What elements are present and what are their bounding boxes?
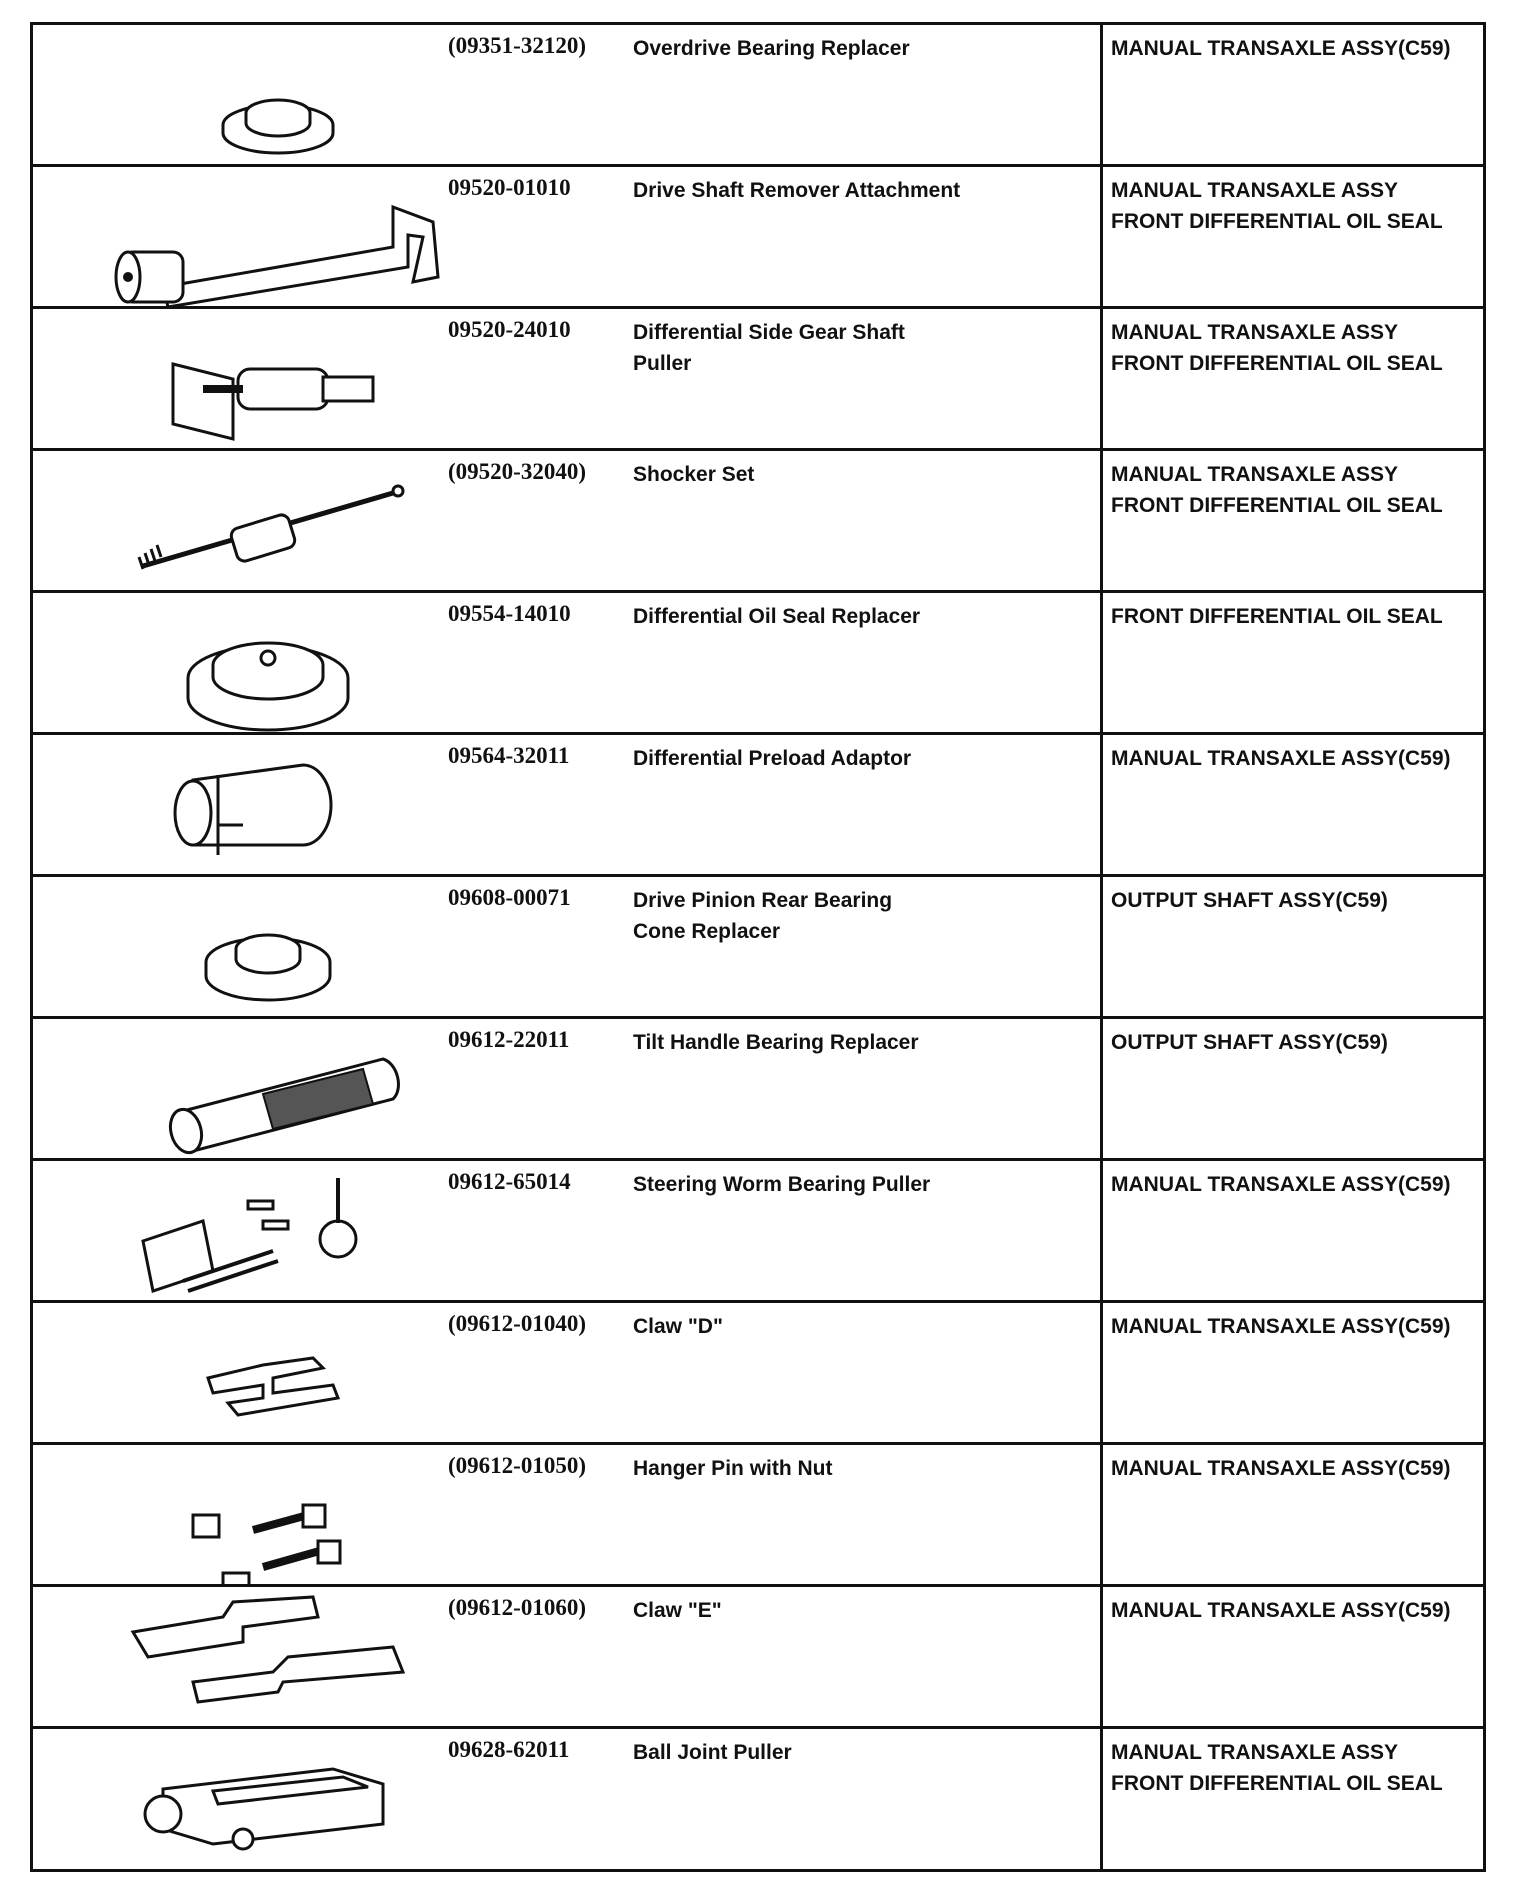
tool-name [633,877,1100,1016]
claw-e-icon [33,1587,448,1726]
tool-name [633,451,1100,590]
part-number: (09612-01040) [448,1311,586,1336]
part-number: (09612-01050) [448,1453,586,1478]
usage [1100,1587,1483,1726]
usage [1100,309,1483,448]
part-number: 09520-01010 [448,175,571,200]
part-number: (09520-32040) [448,459,586,484]
usage-line: MANUAL TRANSAXLE ASSY [1111,321,1399,344]
tool-name-line: Cone Replacer [633,920,781,943]
usage-line: MANUAL TRANSAXLE ASSY(C59) [1111,1173,1451,1196]
usage [1100,167,1483,306]
usage-line: MANUAL TRANSAXLE ASSY [1111,179,1399,202]
bearing-replacer-icon [33,25,448,164]
usage-line: FRONT DIFFERENTIAL OIL SEAL [1111,210,1443,233]
usage-line: MANUAL TRANSAXLE ASSY [1111,463,1399,486]
part-number: 09612-22011 [448,1027,570,1052]
tool-name [633,735,1100,874]
part-number: 09612-65014 [448,1169,571,1194]
remover-attachment-icon [33,167,448,306]
usage-line: MANUAL TRANSAXLE ASSY(C59) [1111,1315,1451,1338]
part-number: 09564-32011 [448,743,570,768]
tool-name-line: Overdrive Bearing Replacer [633,37,910,60]
tool-name-line: Differential Oil Seal Replacer [633,605,921,628]
table-row [33,1587,1483,1729]
usage [1100,877,1483,1016]
table-row [33,593,1483,735]
tool-name [633,1161,1100,1300]
usage [1100,593,1483,732]
tool-name-line: Tilt Handle Bearing Replacer [633,1031,919,1054]
table-row [33,1445,1483,1587]
usage [1100,1161,1483,1300]
oil-seal-replacer-icon [33,593,448,732]
tilt-handle-replacer-icon [33,1019,448,1158]
table-row [33,877,1483,1019]
tool-name [633,1019,1100,1158]
hanger-pin-icon [33,1445,448,1584]
usage-line: FRONT DIFFERENTIAL OIL SEAL [1111,352,1443,375]
table-row [33,451,1483,593]
usage-line: MANUAL TRANSAXLE ASSY(C59) [1111,747,1451,770]
usage-line: MANUAL TRANSAXLE ASSY [1111,1741,1399,1764]
tool-name-line: Claw "E" [633,1599,722,1622]
tool-name-line: Hanger Pin with Nut [633,1457,833,1480]
tool-name-line: Drive Shaft Remover Attachment [633,179,961,202]
tool-name [633,1729,1100,1869]
usage-line: OUTPUT SHAFT ASSY(C59) [1111,889,1388,912]
tool-name [633,1303,1100,1442]
part-number: (09612-01060) [448,1595,586,1620]
usage-line: FRONT DIFFERENTIAL OIL SEAL [1111,494,1443,517]
usage-line: FRONT DIFFERENTIAL OIL SEAL [1111,1772,1443,1795]
shocker-set-icon [33,451,448,590]
part-number: 09520-24010 [448,317,571,342]
tool-name-line: Differential Side Gear Shaft [633,321,905,344]
usage [1100,451,1483,590]
tool-name [633,309,1100,448]
tool-table [30,22,1486,1872]
part-number: 09608-00071 [448,885,571,910]
usage-line: OUTPUT SHAFT ASSY(C59) [1111,1031,1388,1054]
tool-name-line: Drive Pinion Rear Bearing [633,889,893,912]
usage [1100,25,1483,164]
table-row [33,1729,1483,1869]
tool-name-line: Steering Worm Bearing Puller [633,1173,931,1196]
tool-name-line: Ball Joint Puller [633,1741,792,1764]
part-number: 09628-62011 [448,1737,570,1762]
bearing-cone-replacer-icon [33,877,448,1016]
usage [1100,1303,1483,1442]
table-row [33,167,1483,309]
tool-name-line: Differential Preload Adaptor [633,747,912,770]
usage [1100,1019,1483,1158]
ball-joint-puller-icon [33,1729,448,1869]
shaft-puller-icon [33,309,448,448]
usage-line: MANUAL TRANSAXLE ASSY(C59) [1111,1457,1451,1480]
tool-name [633,167,1100,306]
usage [1100,1445,1483,1584]
usage [1100,1729,1483,1869]
claw-d-icon [33,1303,448,1442]
tool-name [633,593,1100,732]
part-number: (09351-32120) [448,33,586,58]
table-row [33,735,1483,877]
worm-bearing-puller-icon [33,1161,448,1300]
table-row [33,309,1483,451]
tool-name [633,1587,1100,1726]
usage-line: MANUAL TRANSAXLE ASSY(C59) [1111,1599,1451,1622]
table-row [33,25,1483,167]
tool-name-line: Shocker Set [633,463,755,486]
usage-line: MANUAL TRANSAXLE ASSY(C59) [1111,37,1451,60]
tool-name-line: Claw "D" [633,1315,723,1338]
usage-line: FRONT DIFFERENTIAL OIL SEAL [1111,605,1443,628]
preload-adaptor-icon [33,735,448,874]
tool-name [633,25,1100,164]
usage [1100,735,1483,874]
tool-name [633,1445,1100,1584]
table-row [33,1161,1483,1303]
table-row [33,1303,1483,1445]
tool-name-line: Puller [633,352,692,375]
part-number: 09554-14010 [448,601,571,626]
table-row [33,1019,1483,1161]
